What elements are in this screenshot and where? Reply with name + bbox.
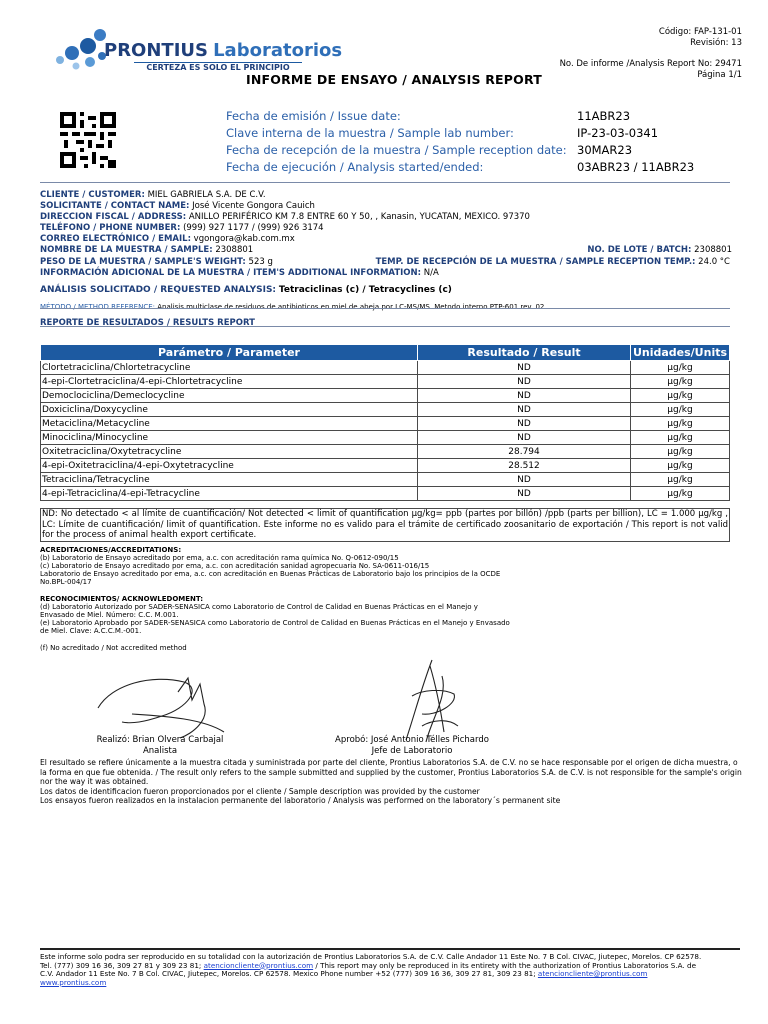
parameter-cell: 4-epi-Oxitetraciclina/4-epi-Oxytetracycline bbox=[41, 459, 418, 473]
approver-signature-block bbox=[312, 735, 512, 757]
units-cell: µg/kg bbox=[631, 473, 730, 487]
table-header-row bbox=[41, 345, 730, 361]
footer-line: C.V. Andador 11 Este No. 7 B Col. CIVAC, Jiutepec, Morelos. CP 62578. Mexico Phone number +52 (777) 309 16 36, 309 27 81, 309 23 81; atencioncliente@prontius.com bbox=[40, 969, 648, 979]
method-line: MÉTODO / METHOD REFERENCE: Analisis multiclase de residuos de antibioticos en miel de abeja por LC-MS/MS. Metodo interno PTP-601 rev. 02 bbox=[40, 302, 545, 311]
brand-name: PRONTIUS Laboratorios bbox=[104, 40, 343, 61]
table-row bbox=[41, 375, 730, 389]
result-cell: ND bbox=[418, 431, 631, 445]
table-row bbox=[41, 389, 730, 403]
result-cell: ND bbox=[418, 417, 631, 431]
recognition-d2: Envasado de Miel. Número: C.C. M.001. bbox=[40, 611, 179, 619]
parameter-cell: Doxiciclina/Doxycycline bbox=[41, 403, 418, 417]
contact-line: SOLICITANTE / CONTACT NAME: José Vicente Gongora Cauich bbox=[40, 201, 315, 212]
units-cell: µg/kg bbox=[631, 389, 730, 403]
units-column-header: Unidades/Units bbox=[631, 345, 730, 361]
weight-line: PESO DE LA MUESTRA / SAMPLE'S WEIGHT: 523 g TEMP. DE RECEPCIÓN DE LA MUESTRA / SAMPLE RECEPTION TEMP.: 24.0 °C bbox=[40, 256, 730, 267]
address-line: DIRECCION FISCAL / ADDRESS: ANILLO PERIFÉRICO KM 7.8 ENTRE 60 Y 50, , Kanasin, YUCATAN, MEXICO. 97370 bbox=[40, 212, 530, 223]
dates-values bbox=[577, 108, 694, 176]
email-line: CORREO ELECTRÓNICO / EMAIL: vgongora@kab.com.mx bbox=[40, 234, 295, 245]
parameter-cell: Metaciclina/Metacycline bbox=[41, 417, 418, 431]
divider bbox=[40, 182, 730, 183]
qr-code-icon bbox=[60, 112, 116, 168]
result-cell: ND bbox=[418, 375, 631, 389]
analyst-signature-block bbox=[70, 735, 250, 757]
analysis-dates-value: 03ABR23 / 11ABR23 bbox=[577, 160, 695, 174]
results-table bbox=[40, 344, 730, 501]
divider bbox=[40, 326, 730, 327]
approver-name: Aprobó: José Antonio Télles Pichardo bbox=[335, 735, 489, 745]
dates-labels bbox=[226, 108, 567, 176]
recognition-e1: (e) Laboratorio Aprobado por SADER-SENASICA como Laboratorio de Control de Calidad en Buenas Prácticas en el Manejo y Envasado bbox=[40, 619, 510, 627]
temperature-field: TEMP. DE RECEPCIÓN DE LA MUESTRA / SAMPLE RECEPTION TEMP.: 24.0 °C bbox=[375, 256, 730, 267]
results-report-label: REPORTE DE RESULTADOS / RESULTS REPORT bbox=[40, 317, 255, 328]
page-number: Página 1/1 bbox=[697, 70, 742, 80]
additional-info-line: INFORMACIÓN ADICIONAL DE LA MUESTRA / ITEM'S ADDITIONAL INFORMATION: N/A bbox=[40, 267, 439, 278]
table-row bbox=[41, 473, 730, 487]
result-cell: 28.794 bbox=[418, 445, 631, 459]
analyst-role: Analista bbox=[142, 746, 178, 756]
result-cell: ND bbox=[418, 361, 631, 375]
disclaimer-line: Los datos de identificacion fueron proporcionados por el cliente / Sample description was provided by the customer bbox=[40, 786, 480, 796]
reception-date-value: 30MAR23 bbox=[577, 143, 633, 157]
divider bbox=[40, 308, 730, 309]
sample-line: NOMBRE DE LA MUESTRA / SAMPLE: 2308801 NO. DE LOTE / BATCH: 2308801 bbox=[40, 245, 732, 256]
disclaimer bbox=[40, 758, 740, 806]
issue-date-label: Fecha de emisión / Issue date: bbox=[226, 109, 401, 123]
not-accredited-note: (f) No acreditado / Not accredited method bbox=[40, 644, 187, 652]
analyst-name: Realizó: Brian Olvera Carbajal bbox=[96, 735, 224, 745]
parameter-cell: Minociclina/Minocycline bbox=[41, 431, 418, 445]
table-row bbox=[41, 431, 730, 445]
sample-lab-number-label: Clave interna de la muestra / Sample lab number: bbox=[226, 126, 514, 140]
analysis-dates-label: Fecha de ejecución / Analysis started/ended: bbox=[226, 160, 484, 174]
accreditations-section bbox=[40, 546, 740, 652]
footer-line: Tel. (777) 309 16 36, 309 27 81 y 309 23 81; atencioncliente@prontius.com / This report may only be reproduced in its entirety with the authorization of Prontius Laboratorios S.A. de bbox=[40, 960, 696, 970]
accreditation-c: (c) Laboratorio de Ensayo acreditado por ema, a.c. con acreditación sanidad agropecuaria No. SA-0611-016/15 bbox=[40, 562, 430, 570]
parameter-cell: Oxitetraciclina/Oxytetracycline bbox=[41, 445, 418, 459]
units-cell: µg/kg bbox=[631, 431, 730, 445]
accreditation-d: Laboratorio de Ensayo acreditado por ema, a.c. con acreditación en Buenas Prácticas de Laboratorio bajo los principios de la OCDE bbox=[40, 570, 501, 578]
units-cell: µg/kg bbox=[631, 375, 730, 389]
result-cell: ND bbox=[418, 473, 631, 487]
result-cell: 28.512 bbox=[418, 459, 631, 473]
disclaimer-line: la forma en que fue obtenida. / The result only refers to the sample submitted and supplied by the customer, Prontius Laboratorios S.A. de C.V. is not responsible for the sample's origin bbox=[40, 767, 742, 777]
result-cell: ND bbox=[418, 389, 631, 403]
accreditations-title: ACREDITACIONES/ACCREDITATIONS: bbox=[40, 546, 182, 554]
results-footnote: ND: No detectado < al límite de cuantificación/ Not detected < limit of quantification µg/kg= ppb (partes por billón) /ppb (parts per billion), LC = 1.000 µg/kg , LC: Límite de cuantificación/ limit of quantification. Este informe no es valido para el trámite de certificado zoosanitario de exportación / This report is not valid for the process of animal health export certificate. bbox=[42, 509, 728, 540]
code-text: Código: FAP-131-01 bbox=[658, 27, 742, 37]
email-link[interactable]: atencioncliente@prontius.com bbox=[537, 969, 648, 979]
recognition-e2: de Miel. Clave: A.C.C.M.-001. bbox=[40, 627, 142, 635]
table-row bbox=[41, 487, 730, 501]
issue-date-value: 11ABR23 bbox=[577, 109, 631, 123]
phone-line: TELÉFONO / PHONE NUMBER: (999) 927 1177 / (999) 926 3174 bbox=[40, 223, 324, 234]
report-title: INFORME DE ENSAYO / ANALYSIS REPORT bbox=[246, 72, 542, 87]
sample-lab-number-value: IP-23-03-0341 bbox=[577, 126, 659, 140]
website-link[interactable]: www.prontius.com bbox=[40, 977, 107, 987]
table-row bbox=[41, 417, 730, 431]
table-row bbox=[41, 403, 730, 417]
batch-field: NO. DE LOTE / BATCH: 2308801 bbox=[587, 245, 732, 256]
recognition-d1: (d) Laboratorio Autorizado por SADER-SENASICA como Laboratorio de Control de Calidad en Buenas Prácticas en el Manejo y bbox=[40, 603, 478, 611]
table-row bbox=[41, 445, 730, 459]
parameter-column-header: Parámetro / Parameter bbox=[41, 345, 418, 361]
requested-analysis-line: ANÁLISIS SOLICITADO / REQUESTED ANALYSIS: Tetraciclinas (c) / Tetracyclines (c) bbox=[40, 284, 452, 295]
result-column-header: Resultado / Result bbox=[418, 345, 631, 361]
units-cell: µg/kg bbox=[631, 403, 730, 417]
email-link[interactable]: atencioncliente@prontius.com bbox=[203, 960, 314, 970]
approver-signature-icon bbox=[392, 656, 472, 746]
page-footer bbox=[40, 948, 740, 987]
units-cell: µg/kg bbox=[631, 417, 730, 431]
revision-text: Revisión: 13 bbox=[690, 38, 742, 48]
parameter-cell: 4-epi-Tetraciclina/4-epi-Tetracycline bbox=[41, 487, 418, 501]
table-row bbox=[41, 459, 730, 473]
units-cell: µg/kg bbox=[631, 361, 730, 375]
disclaimer-line: Los ensayos fueron realizados en la instalacion permanente del laboratorio / Analysis was performed on the laboratory´s permanent site bbox=[40, 796, 561, 806]
customer-line: CLIENTE / CUSTOMER: MIEL GABRIELA S.A. DE C.V. bbox=[40, 190, 266, 200]
reception-date-label: Fecha de recepción de la muestra / Sample reception date: bbox=[226, 143, 567, 157]
parameter-cell: Democlociclina/Demeclocycline bbox=[41, 389, 418, 403]
accreditation-e: No.BPL-004/17 bbox=[40, 578, 92, 586]
recognitions-title: RECONOCIMIENTOS/ ACKNOWLEDOMENT: bbox=[40, 595, 204, 603]
brand-slogan: CERTEZA ES SOLO EL PRINCIPIO bbox=[134, 62, 302, 72]
parameter-cell: Tetraciclina/Tetracycline bbox=[41, 473, 418, 487]
footer-line: Este informe solo podra ser reproducido en su totalidad con la autorización de Prontius Laboratorios S.A. de C.V. Calle Andador 11 Este No. 7 B Col. CIVAC, Jiutepec, Morelos. CP 62578. bbox=[40, 952, 702, 961]
analyst-signature-icon bbox=[92, 664, 232, 740]
result-cell: ND bbox=[418, 403, 631, 417]
units-cell: µg/kg bbox=[631, 445, 730, 459]
approver-role: Jefe de Laboratorio bbox=[371, 746, 453, 756]
customer-info bbox=[40, 190, 740, 329]
report-number: No. De informe /Analysis Report No: 29471 bbox=[559, 59, 742, 69]
parameter-cell: 4-epi-Clortetraciclina/4-epi-Chlortetracycline bbox=[41, 375, 418, 389]
result-cell: ND bbox=[418, 487, 631, 501]
accreditation-b: (b) Laboratorio de Ensayo acreditado por ema, a.c. con acreditación rama química No. Q-0612-090/15 bbox=[40, 554, 399, 562]
units-cell: µg/kg bbox=[631, 487, 730, 501]
disclaimer-line: nor the way it was obtained. bbox=[40, 777, 149, 787]
parameter-cell: Clortetraciclina/Chlortetracycline bbox=[41, 361, 418, 375]
disclaimer-line: El resultado se refiere únicamente a la muestra citada y suministrada por parte del cliente, Prontius Laboratorios S.A. de C.V. no se hace responsable por el origen de dicha muestra, o bbox=[40, 758, 738, 767]
table-row bbox=[41, 361, 730, 375]
units-cell: µg/kg bbox=[631, 459, 730, 473]
